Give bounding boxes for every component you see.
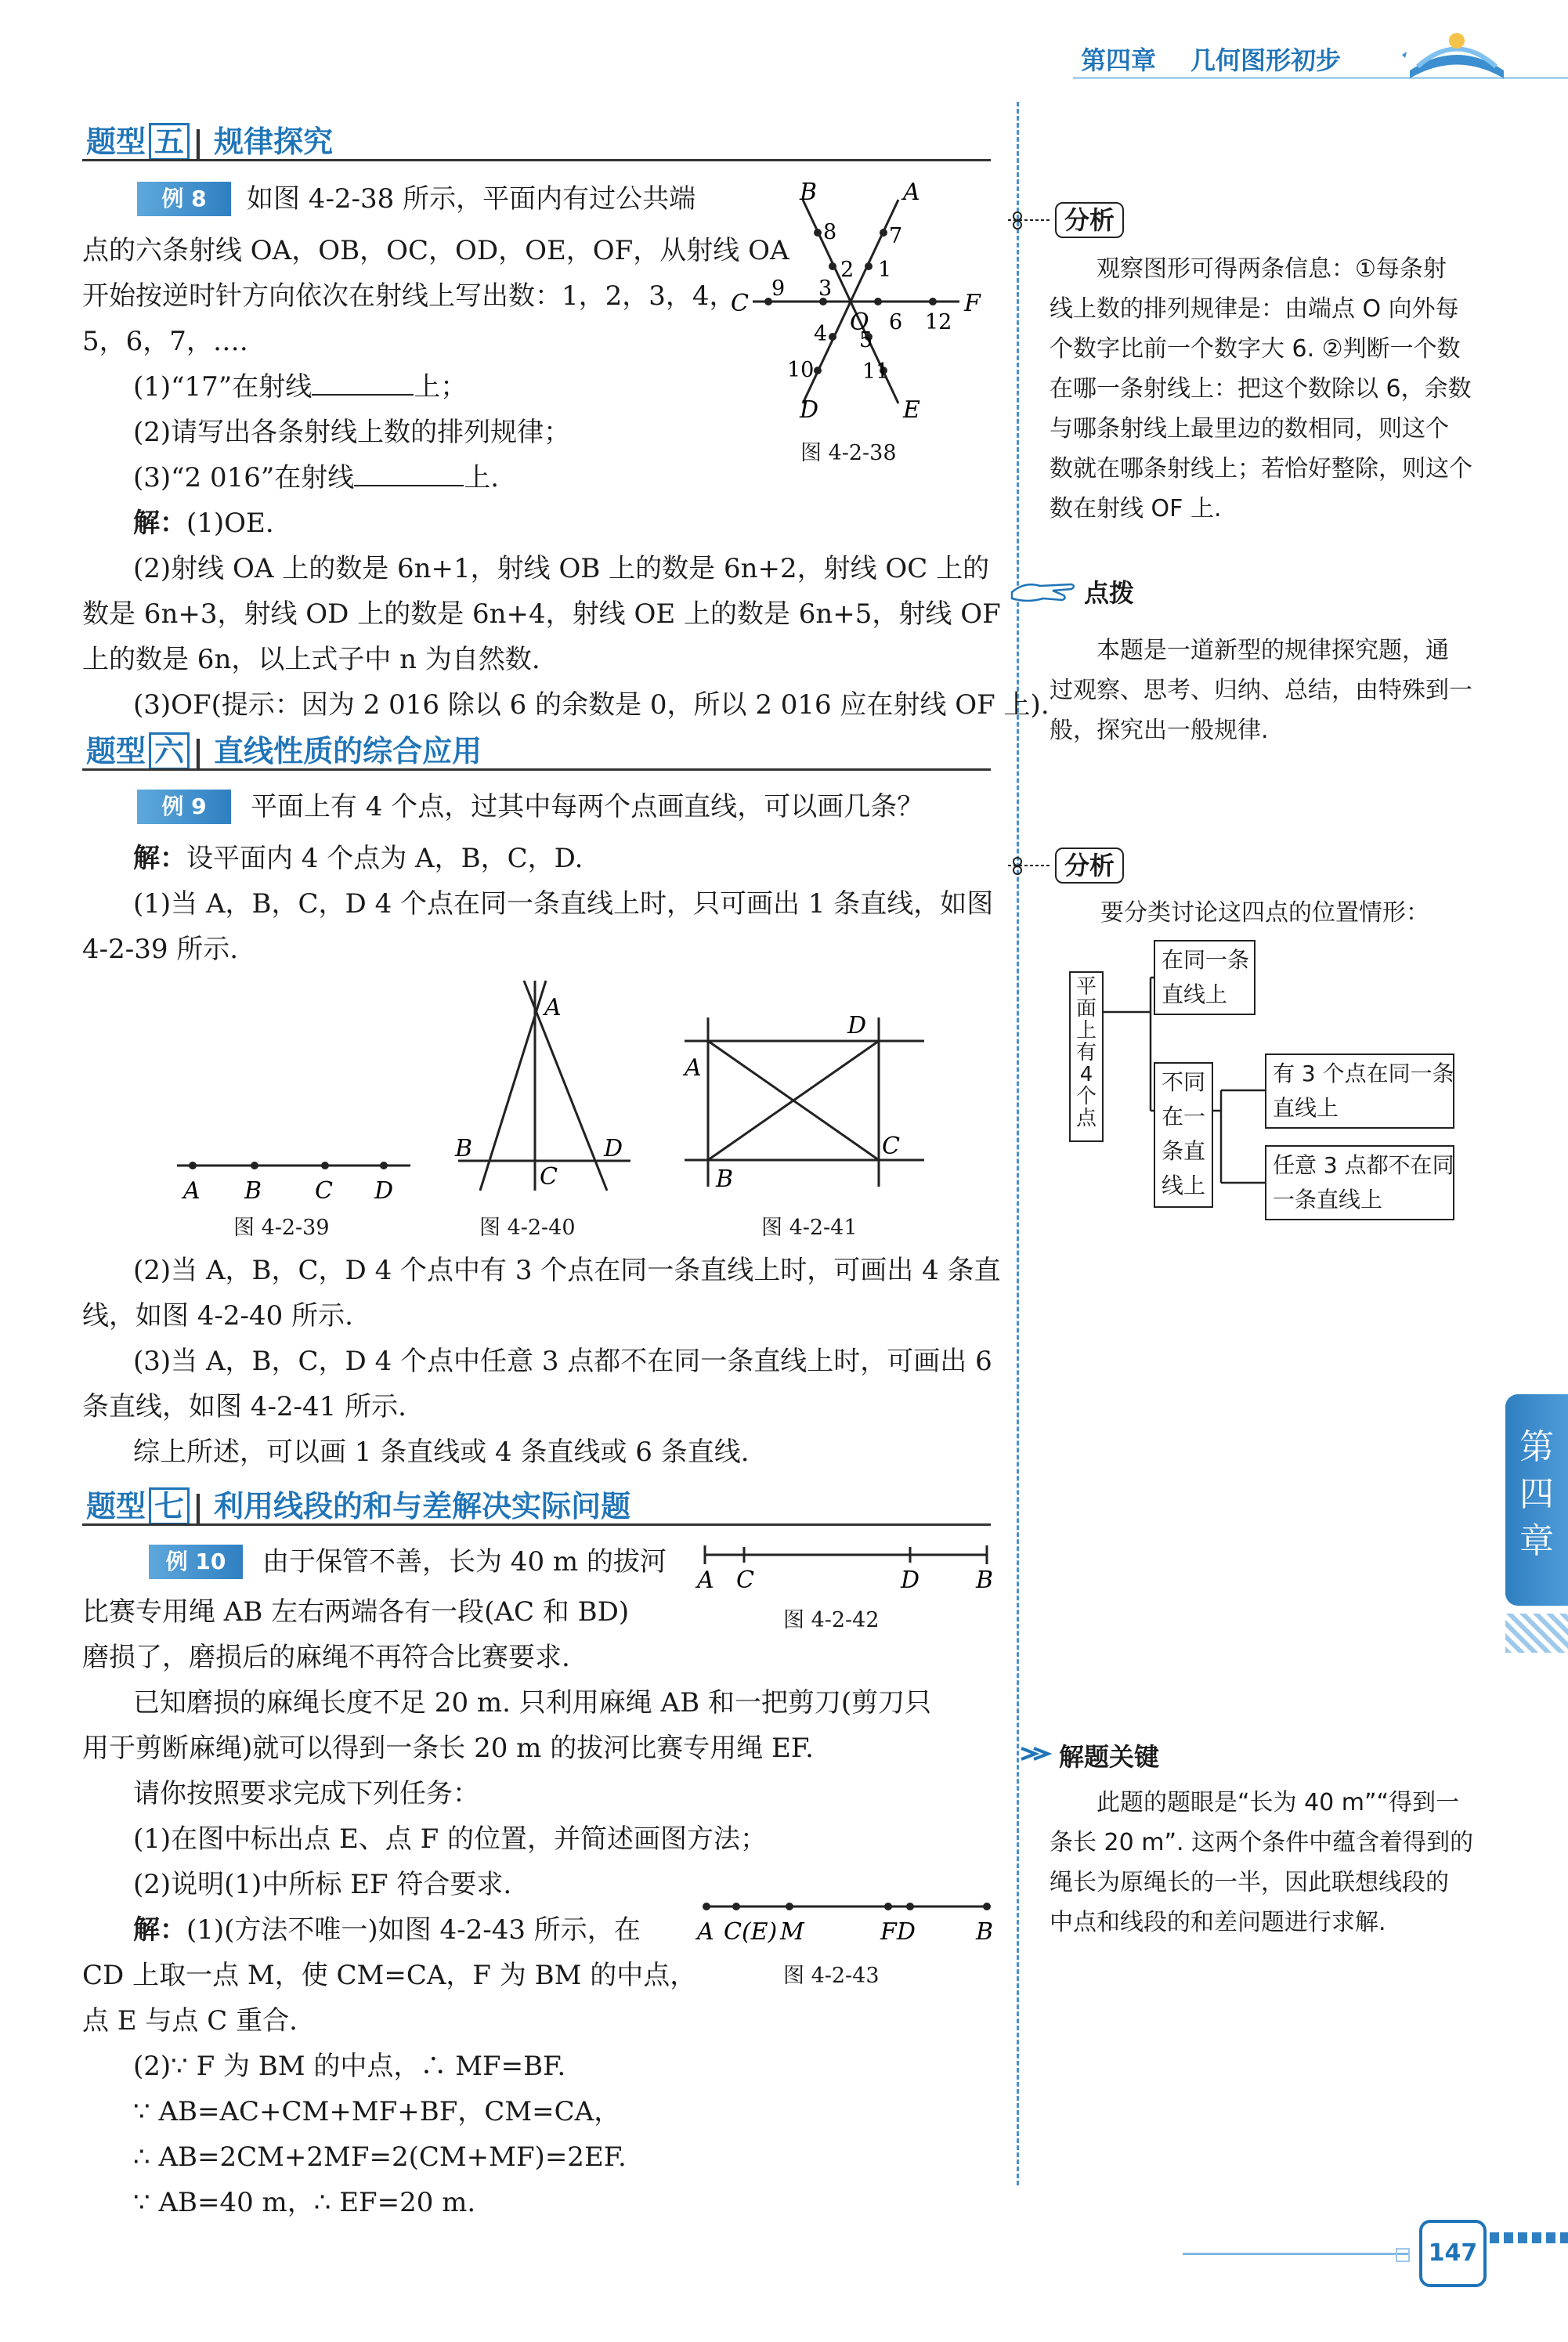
svg-text:10: 10: [787, 358, 815, 382]
section-title-7: 题型 七 | 利用线段的和与差解决实际问题: [86, 1489, 631, 1523]
svg-text:B: B: [976, 1918, 994, 1946]
ray-label-C: C: [731, 290, 749, 317]
figure-4-2-41: [674, 1007, 932, 1194]
svg-text:5: 5: [859, 328, 873, 352]
svg-text:C: C: [315, 1177, 333, 1205]
svg-text:A: A: [697, 1918, 714, 1946]
point-label-O: O: [850, 309, 869, 336]
page-header: [1042, 31, 1568, 86]
svg-text:A: A: [183, 1177, 201, 1205]
svg-text:12: 12: [925, 310, 952, 334]
svg-text:B: B: [976, 1567, 994, 1594]
svg-text:11: 11: [862, 360, 890, 384]
scissors-icon: [1006, 208, 1053, 232]
figure-4-2-39: [172, 1144, 415, 1206]
tab-stripes: [1505, 1614, 1568, 1653]
svg-text:3: 3: [818, 276, 833, 301]
chapter-label: 第四章: [1081, 45, 1157, 75]
footer: [1175, 2217, 1568, 2295]
figure-4-2-43: [689, 1894, 995, 1949]
svg-text:D: D: [374, 1177, 394, 1205]
svg-text:B: B: [244, 1177, 262, 1205]
ray-label-D: D: [800, 396, 819, 424]
svg-text:C: C: [736, 1567, 754, 1594]
section-title-5: 题型 五 | 规律探究: [86, 125, 334, 159]
book-logo-icon: [1394, 23, 1519, 86]
svg-text:A: A: [697, 1567, 714, 1594]
chapter-title: 几何图形初步: [1190, 45, 1342, 75]
svg-text:4: 4: [814, 322, 828, 346]
svg-text:6: 6: [889, 310, 903, 334]
tree-branch-collinear: 在同一条 直线上: [1154, 940, 1255, 1015]
ray-label-F: F: [964, 290, 981, 317]
scissors-icon: [1006, 854, 1053, 877]
svg-text:9: 9: [771, 276, 786, 301]
tree-leaf-none-collinear: 任意 3 点都不在同 一条直线上: [1265, 1145, 1454, 1220]
page-number-badge: [1419, 2220, 1487, 2287]
svg-text:M: M: [780, 1918, 804, 1946]
ray-label-A: A: [903, 179, 920, 206]
ray-label-B: B: [800, 179, 818, 206]
figure-4-2-42: [689, 1539, 995, 1594]
svg-text:7: 7: [889, 224, 903, 248]
svg-text:1: 1: [878, 258, 892, 282]
svg-text:D: D: [901, 1567, 920, 1594]
svg-text:C: C: [882, 1133, 900, 1160]
column-divider: [1017, 102, 1019, 2185]
tree-root: 平 面 上 有 4 个 点: [1069, 971, 1104, 1142]
svg-text:A: A: [544, 994, 562, 1021]
figure-4-2-40: [450, 979, 638, 1206]
pointing-hand-icon: [1009, 572, 1079, 611]
section-title-6: 题型 六 | 直线性质的综合应用: [86, 734, 482, 768]
double-arrow-icon: [1018, 1742, 1057, 1766]
example-8-badge: 例 8: [137, 182, 231, 216]
tree-branch-not-collinear: 不同 在一 条直 线上: [1154, 1062, 1213, 1208]
page-number: 147: [1428, 2239, 1478, 2267]
chapter-tab: 第 四 章: [1505, 1394, 1568, 1606]
svg-text:B: B: [716, 1166, 734, 1193]
example-10-badge: 例 10: [149, 1545, 243, 1579]
svg-text:B: B: [455, 1135, 473, 1162]
svg-text:8: 8: [823, 220, 837, 244]
svg-text:C(E): C(E): [724, 1918, 778, 1946]
svg-text:FD: FD: [880, 1918, 916, 1946]
tree-leaf-three-collinear: 有 3 个点在同一条 直线上: [1265, 1054, 1454, 1129]
svg-text:A: A: [685, 1054, 702, 1082]
svg-text:2: 2: [840, 258, 854, 282]
svg-text:D: D: [604, 1135, 623, 1162]
example-9-badge: 例 9: [137, 790, 231, 824]
svg-text:C: C: [540, 1163, 558, 1191]
ray-label-E: E: [903, 396, 920, 424]
svg-text:D: D: [847, 1012, 867, 1039]
